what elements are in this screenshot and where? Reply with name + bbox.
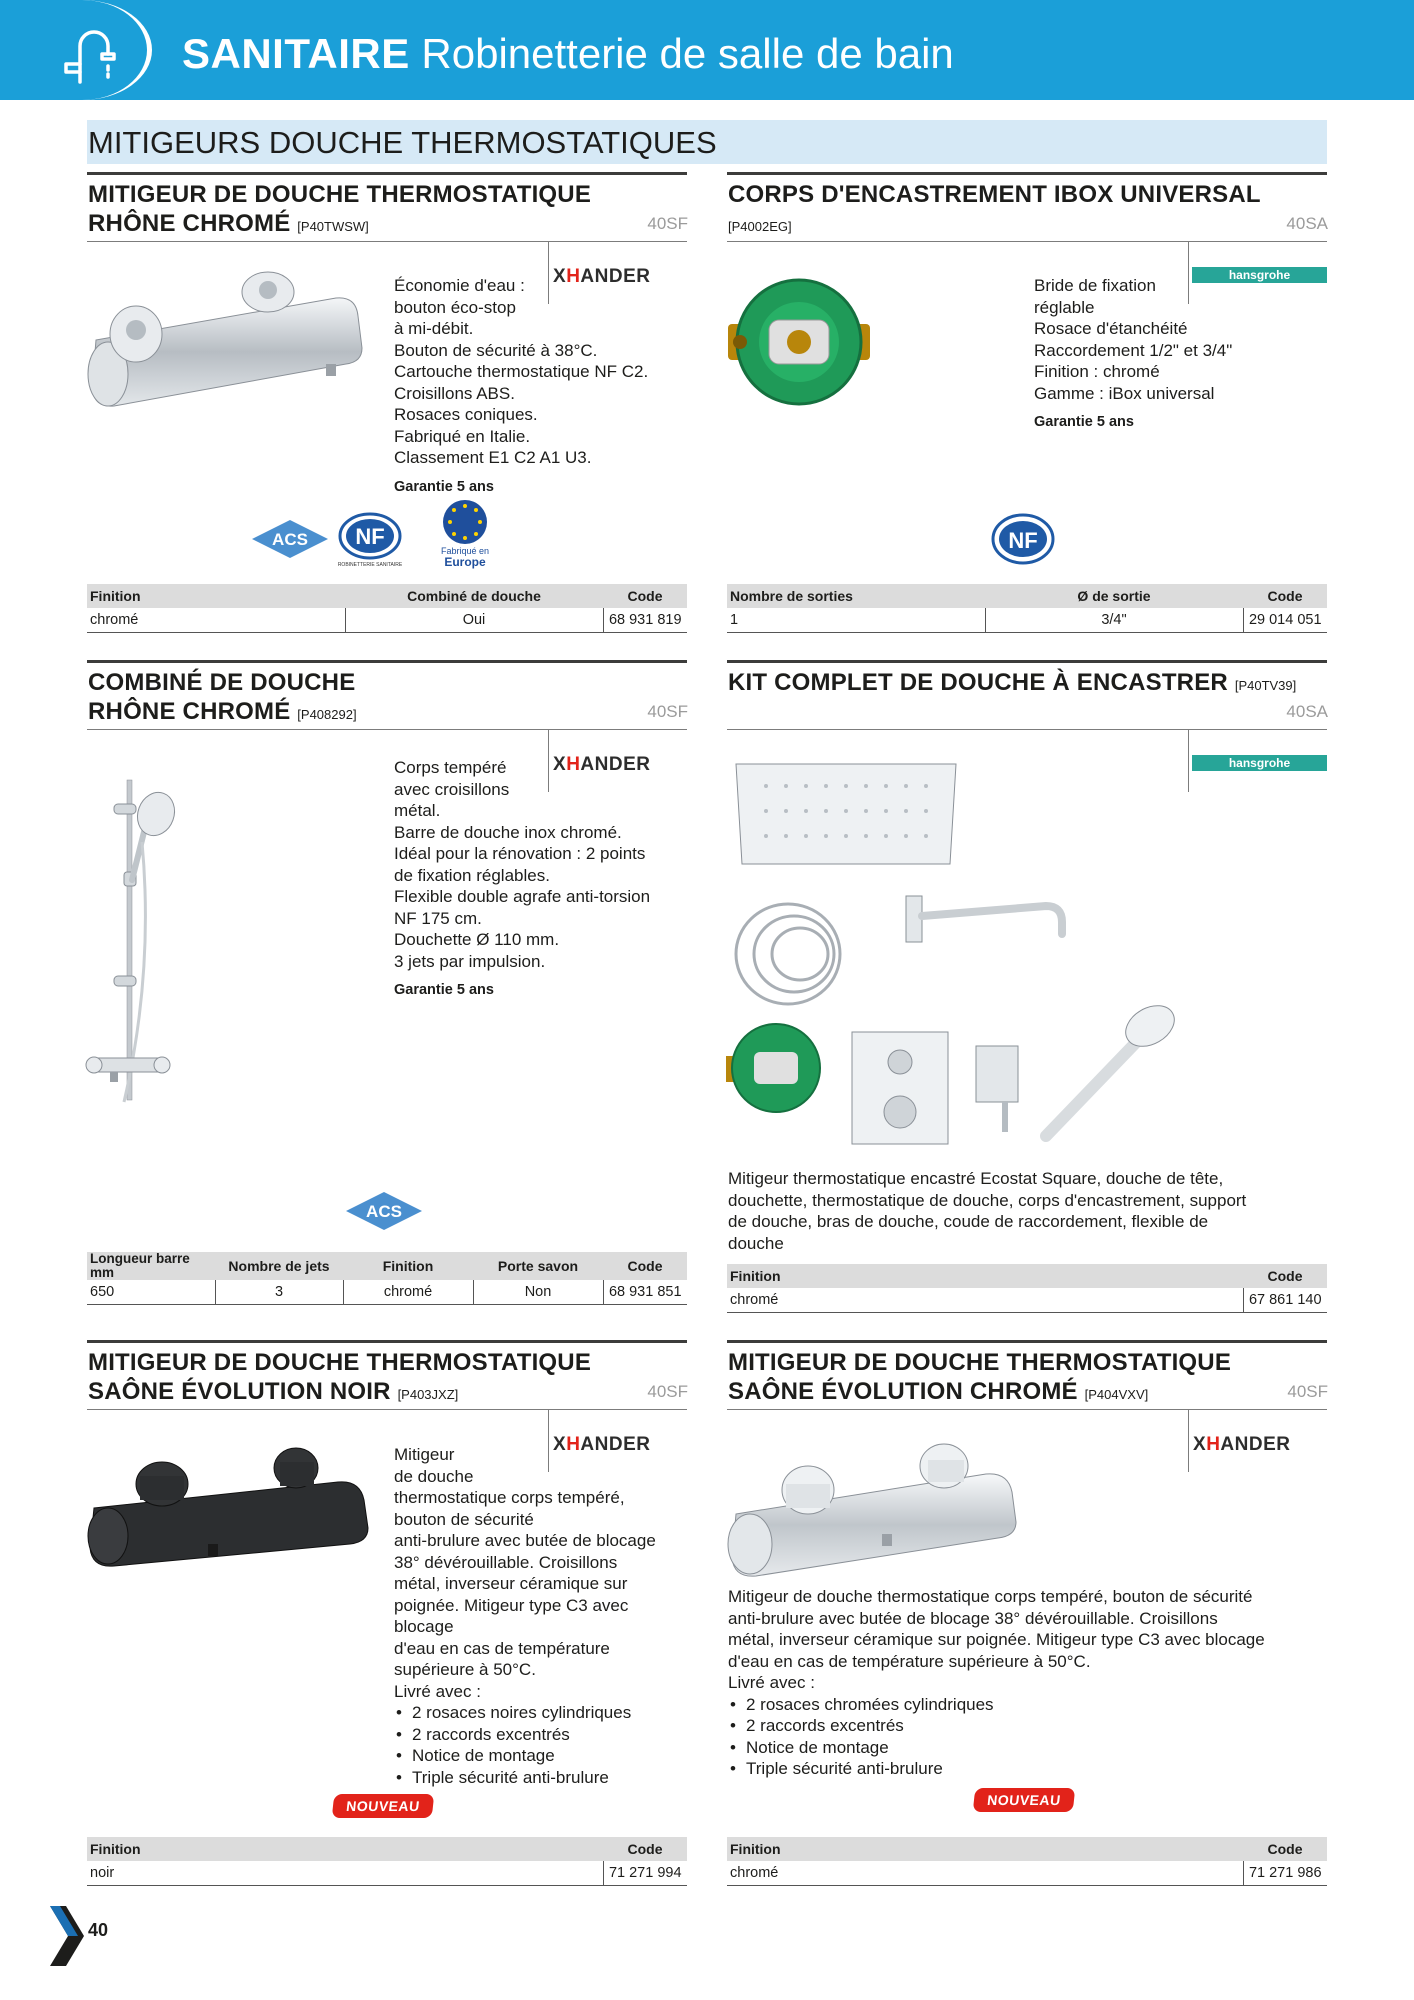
product-description: Mitigeur de douche thermostatique corps tempéré, bouton de sécurité anti-brulure avec butée de blocage 38° dévérouillable. Croisillons métal, inverseur céramique sur poignée. Mitigeur type C3 avec blocage d'eau en cas de température supérieure à 50°C. Livré avec : • 2 rosaces chromées cylindriques • 2 raccords excentrés • Notice de montage • Triple sécurité anti-brulure [728, 1586, 1328, 1780]
acs-badge [250, 518, 330, 560]
product-spec-table: Finition Code noir 71 271 994 [87, 1837, 687, 1886]
separator [87, 241, 687, 242]
brand-logo-xhander: XHANDER [553, 266, 651, 287]
product-description: Corps tempéré avec croisillons métal. Barre de douche inox chromé. Idéal pour la rénovation : 2 points de fixation réglables. Flexible double agrafe anti-torsion NF 175 cm. Douchette Ø 110 mm. 3 jets par impulsion. Garantie 5 ans [394, 757, 694, 1002]
new-badge: NOUVEAU [332, 1794, 435, 1818]
product-spec-table: Finition Code chromé 71 271 986 [727, 1837, 1327, 1886]
shower-kit-image [726, 756, 1186, 1146]
catalog-code: 40SA [1286, 702, 1328, 721]
section-title: MITIGEURS DOUCHE THERMOSTATIQUES [88, 125, 717, 160]
acs-badge [344, 1190, 424, 1232]
page-number: 40 [88, 1920, 109, 1940]
product-description: Mitigeur thermostatique encastré Ecostat Square, douche de tête, douchette, thermostatique de douche, corps d'encastrement, support de douche, bras de douche, coude de raccordement, flexible de douche [728, 1169, 1247, 1253]
nf-badge [990, 508, 1056, 566]
nf-badge [334, 512, 406, 570]
separator [1188, 730, 1189, 792]
product-description: Mitigeur de douche thermostatique corps tempéré, bouton de sécurité anti-brulure avec butée de blocage 38° dévérouillable. Croisillons métal, inverseur céramique sur poignée. Mitigeur type C3 avec blocage d'eau en cas de température supérieure à 50°C. Livré avec : • 2 rosaces noires cylindriques • 2 raccords excentrés • Notice de montage • Triple sécurité anti-brulure [394, 1444, 699, 1788]
product-divider [87, 1340, 687, 1343]
catalog-code: 40SF [647, 702, 688, 721]
page-title: SANITAIRE Robinetterie de salle de bain [182, 30, 954, 77]
svg-text:ROBINETTERIE SANITAIRE: ROBINETTERIE SANITAIRE [337, 562, 403, 568]
list-item: • 2 raccords excentrés [728, 1715, 1328, 1737]
guarantee-label: Garantie 5 ans [394, 478, 494, 495]
ibox-body-image [724, 272, 874, 412]
brand-logo-hansgrohe: hansgrohe [1192, 267, 1327, 283]
list-item: • 2 rosaces noires cylindriques [394, 1702, 699, 1724]
black-mixer-image [84, 1440, 384, 1570]
faucet-icon [58, 24, 120, 84]
thermostatic-mixer-image [86, 270, 382, 410]
catalog-code: 40SF [647, 1382, 688, 1401]
svg-text:NF: NF [355, 524, 385, 549]
svg-text:Fabriqué en: Fabriqué en [440, 546, 490, 556]
product-title: COMBINÉ DE DOUCHE RHÔNE CHROMÉ [P408292] [88, 669, 357, 725]
table-row: noir 71 271 994 [87, 1861, 687, 1885]
guarantee-label: Garantie 5 ans [394, 982, 494, 998]
included-items-list [728, 1694, 1328, 1780]
separator [87, 1409, 687, 1410]
product-title: MITIGEUR DE DOUCHE THERMOSTATIQUE RHÔNE CHROMÉ [P40TWSW] [88, 181, 592, 237]
catalog-code: 40SF [1287, 1382, 1328, 1401]
shower-set-image [84, 772, 194, 1136]
product-title: MITIGEUR DE DOUCHE THERMOSTATIQUE SAÔNE ÉVOLUTION NOIR [P403JXZ] [88, 1349, 592, 1405]
catalog-code: 40SF [647, 214, 688, 233]
chrome-mixer-image [722, 1430, 1032, 1580]
list-item: • 2 raccords excentrés [394, 1724, 699, 1746]
product-divider [727, 660, 1327, 663]
product-title: KIT COMPLET DE DOUCHE À ENCASTRER [P40TV39] [728, 669, 1297, 696]
list-item: • Notice de montage [394, 1745, 699, 1767]
list-item: • 2 rosaces chromées cylindriques [728, 1694, 1328, 1716]
product-title: MITIGEUR DE DOUCHE THERMOSTATIQUE SAÔNE ÉVOLUTION CHROMÉ [P404VXV] [728, 1349, 1232, 1405]
chevron-right-icon [48, 1904, 86, 1968]
new-badge: NOUVEAU [973, 1788, 1076, 1812]
product-description: Bride de fixation réglable Rosace d'étanchéité Raccordement 1/2" et 3/4" Finition : chromé Gamme : iBox universal Garantie 5 ans [1034, 275, 1324, 434]
table-row: chromé 71 271 986 [727, 1861, 1327, 1885]
table-row: 1 3/4" 29 014 051 [727, 608, 1327, 632]
svg-text:ACS: ACS [366, 1202, 402, 1221]
list-item: • Triple sécurité anti-brulure [728, 1758, 1328, 1780]
separator [727, 1409, 1327, 1410]
list-item: • Notice de montage [728, 1737, 1328, 1759]
product-spec-table: Nombre de sorties Ø de sortie Code 1 3/4" 29 014 051 [727, 584, 1327, 633]
product-divider [727, 172, 1327, 175]
product-divider [727, 1340, 1327, 1343]
product-divider [87, 660, 687, 663]
product-title: CORPS D'ENCASTREMENT IBOX UNIVERSAL [P4002EG] [728, 181, 1261, 234]
separator [727, 729, 1327, 730]
brand-logo-xhander: XHANDER [553, 754, 651, 775]
svg-text:Europe: Europe [444, 555, 486, 569]
made-in-europe-badge [430, 498, 500, 570]
product-description: Économie d'eau : bouton éco-stop à mi-débit. Bouton de sécurité à 38°C. Cartouche thermostatique NF C2. Croisillons ABS. Rosaces coniques. Fabriqué en Italie. Classement E1 C2 A1 U3. Garantie 5 ans [394, 275, 694, 498]
table-row: 650 3 chromé Non 68 931 851 [87, 1280, 687, 1304]
list-item: • Triple sécurité anti-brulure [394, 1767, 699, 1789]
product-spec-table: Longueur barre mm Nombre de jets Finition Porte savon Code 650 3 chromé Non 68 931 851 [87, 1252, 687, 1305]
svg-text:NF: NF [1008, 528, 1038, 553]
guarantee-label: Garantie 5 ans [1034, 414, 1134, 430]
included-items-list [394, 1702, 699, 1788]
table-row: chromé 67 861 140 [727, 1288, 1327, 1312]
product-divider [87, 172, 687, 175]
product-spec-table: Finition Combiné de douche Code chromé Oui 68 931 819 [87, 584, 687, 633]
brand-logo-xhander: XHANDER [553, 1434, 651, 1455]
separator [727, 241, 1327, 242]
catalog-code: 40SA [1286, 214, 1328, 233]
brand-logo-hansgrohe: hansgrohe [1192, 755, 1327, 771]
brand-logo-xhander: XHANDER [1193, 1434, 1291, 1455]
separator [87, 729, 687, 730]
separator [1188, 1410, 1189, 1472]
svg-text:ACS: ACS [272, 530, 308, 549]
table-row: chromé Oui 68 931 819 [87, 608, 687, 632]
product-spec-table: Finition Code chromé 67 861 140 [727, 1264, 1327, 1313]
